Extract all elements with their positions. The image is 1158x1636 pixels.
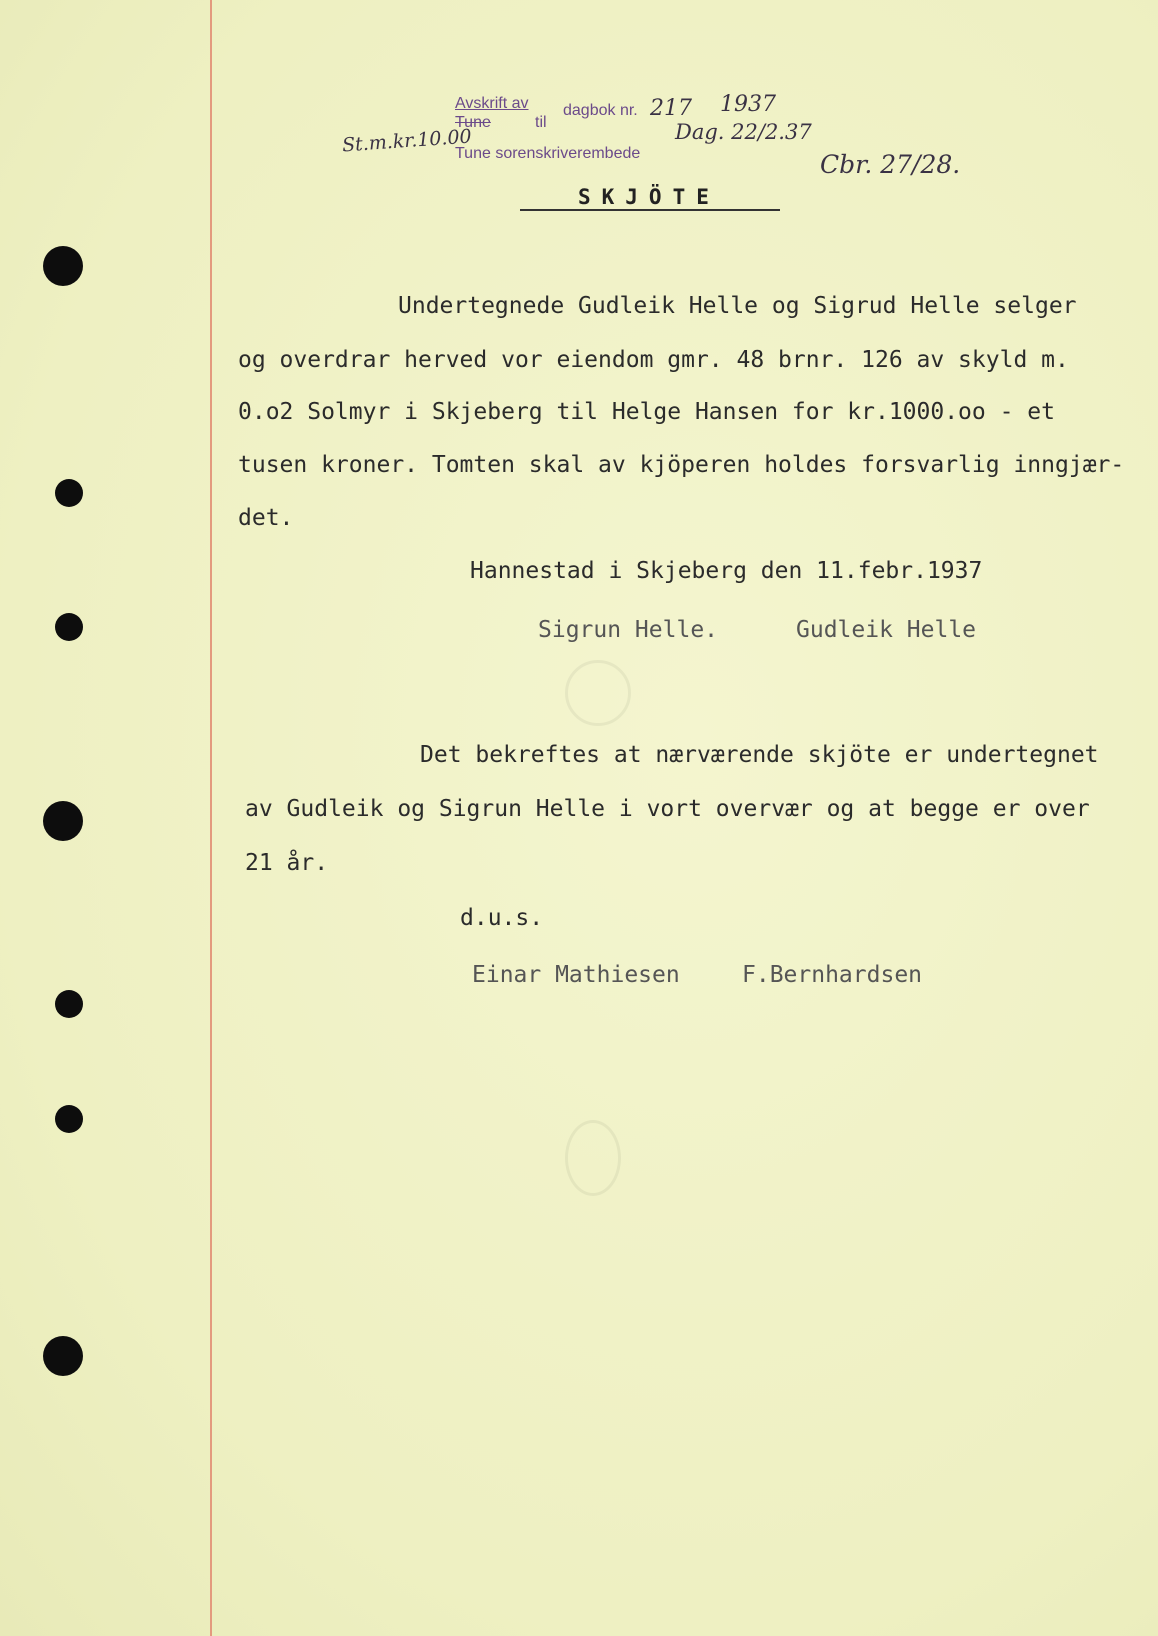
- punch-hole: [55, 479, 83, 507]
- handwritten-dag-date: Dag. 22/2.37: [675, 120, 812, 144]
- bleed-through-mark: [565, 1120, 621, 1196]
- body-line: og overdrar herved vor eiendom gmr. 48 brnr. 126 av skyld m.: [238, 347, 1069, 373]
- punch-hole: [55, 990, 83, 1018]
- handwritten-fee: St.m.kr.10.00: [341, 125, 473, 157]
- stamp-dagbok: dagbok nr.: [563, 102, 638, 119]
- signature-seller: Sigrun Helle.: [538, 617, 719, 643]
- attestation-line: av Gudleik og Sigrun Helle i vort overvær og at begge er over: [245, 796, 1090, 822]
- punch-hole: [43, 801, 83, 841]
- document-title: SKJÖTE: [578, 185, 720, 209]
- body-line: tusen kroner. Tomten skal av kjöperen holdes forsvarlig inngjær-: [238, 452, 1125, 478]
- handwritten-ref: Cbr. 27/28.: [820, 150, 961, 179]
- handwritten-year: 1937: [720, 92, 776, 117]
- body-line: 0.o2 Solmyr i Skjeberg til Helge Hansen for kr.1000.oo - et: [238, 399, 1055, 425]
- place-date: Hannestad i Skjeberg den 11.febr.1937: [470, 558, 983, 584]
- stamp-sorenskriverembede: Tune sorenskriverembede: [455, 145, 641, 162]
- attestation-line: Det bekreftes at nærværende skjöte er undertegnet: [420, 742, 1099, 768]
- title-underline: [520, 209, 780, 211]
- signature-seller: Gudleik Helle: [796, 617, 977, 643]
- signature-witness: F.Bernhardsen: [742, 962, 923, 988]
- bleed-through-mark: [565, 660, 631, 726]
- stamp-til: til: [535, 114, 547, 131]
- dus-abbreviation: d.u.s.: [460, 905, 544, 931]
- attestation-line: 21 år.: [245, 850, 329, 876]
- handwritten-dagbok-number: 217: [650, 96, 692, 121]
- signature-witness: Einar Mathiesen: [472, 962, 680, 988]
- stamp-avskrift: Avskrift av: [455, 95, 529, 112]
- punch-hole: [43, 246, 83, 286]
- stamp-struck-word: Tune: [455, 114, 491, 131]
- body-line: Undertegnede Gudleik Helle og Sigrud Helle selger: [398, 293, 1077, 319]
- punch-hole: [55, 613, 83, 641]
- margin-rule: [210, 0, 212, 1636]
- punch-hole: [43, 1336, 83, 1376]
- punch-hole: [55, 1105, 83, 1133]
- body-line: det.: [238, 505, 294, 531]
